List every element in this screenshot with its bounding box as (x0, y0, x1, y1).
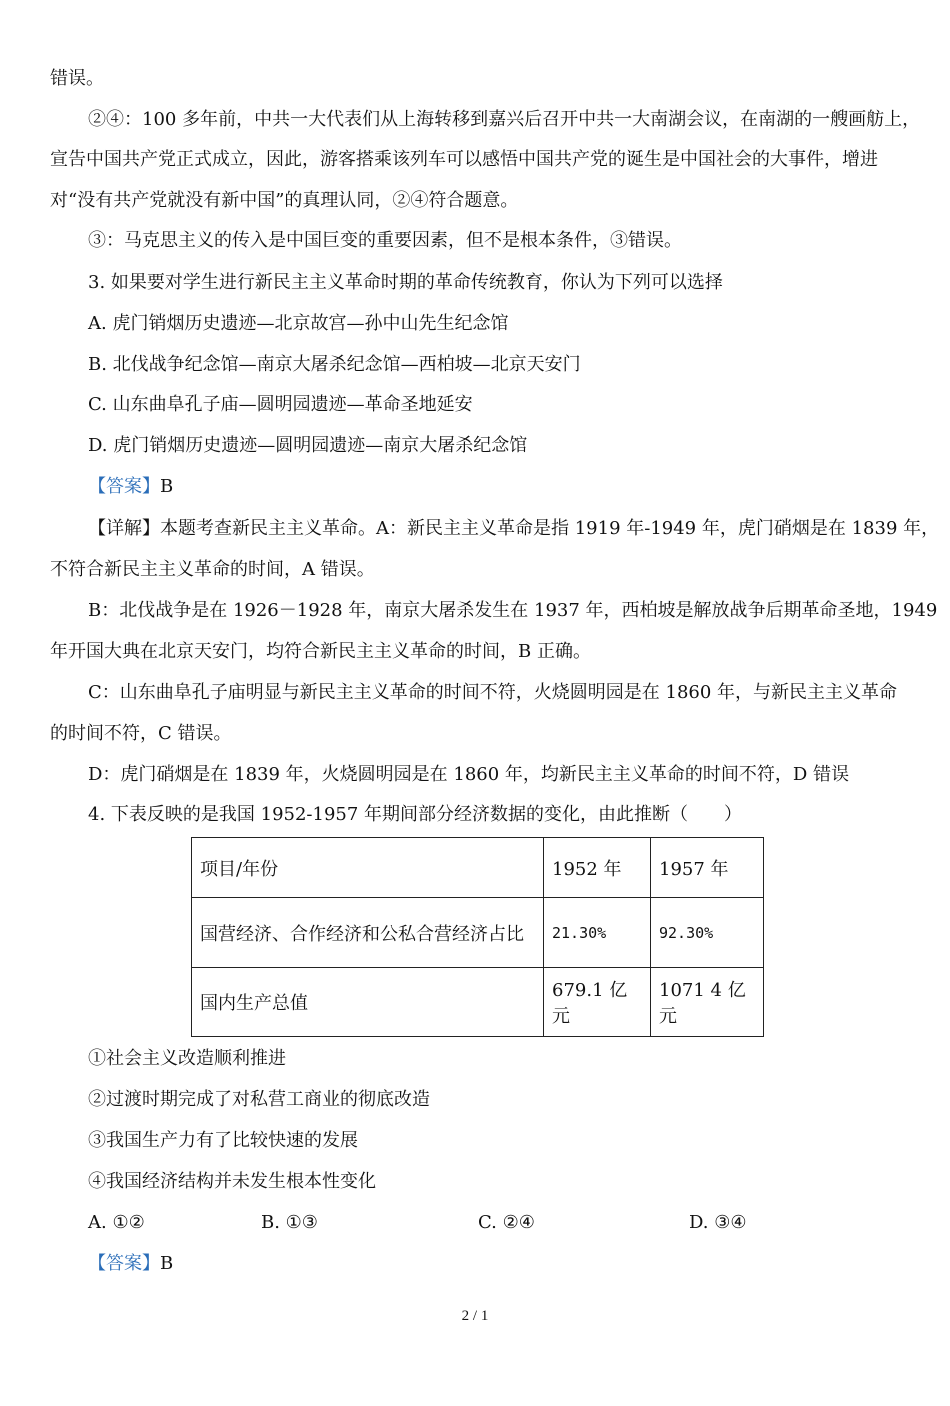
question-3-option-a: A. 虎门销烟历史遗迹—北京故宫—孙中山先生纪念馆 (88, 313, 509, 334)
table-row (192, 898, 764, 968)
text-line: 错误。 (50, 68, 104, 89)
choice-d: D. ③④ (689, 1212, 747, 1233)
page-number: 2 / 1 (461, 1308, 489, 1324)
answer-line (88, 1251, 173, 1277)
table-cell: 21.30% (544, 898, 651, 968)
answer-label: 【答案】 (88, 476, 160, 497)
text-line: ②④：100 多年前，中共一大代表们从上海转移到嘉兴后召开中共一大南湖会议，在南湖的一艘画舫上， (88, 109, 921, 130)
statement-1: ①社会主义改造顺利推进 (88, 1048, 286, 1069)
answer-value: B (160, 1253, 174, 1274)
question-3-option-b: B. 北伐战争纪念馆—南京大屠杀纪念馆—西柏坡—北京天安门 (88, 354, 581, 375)
question-4-stem: 4. 下表反映的是我国 1952-1957 年期间部分经济数据的变化，由此推断（ ） (88, 804, 743, 825)
statement-3: ③我国生产力有了比较快速的发展 (88, 1130, 358, 1151)
text-line: 年开国大典在北京天安门，均符合新民主主义革命的时间，B 正确。 (50, 641, 591, 662)
table-cell: 92.30% (651, 898, 764, 968)
table-row (192, 968, 764, 1037)
table-cell: 679.1 亿元 (544, 968, 651, 1037)
text-line: 对“没有共产党就没有新中国”的真理认同，②④符合题意。 (50, 190, 519, 211)
choice-a: A. ①② (88, 1212, 145, 1233)
text-line: B：北伐战争是在 1926－1928 年，南京大屠杀发生在 1937 年，西柏坡是解放战争后期革命圣地，1949 (88, 600, 938, 621)
choice-c: C. ②④ (478, 1212, 535, 1233)
table-header-row (192, 838, 764, 898)
question-3-option-d: D. 虎门销烟历史遗迹—圆明园遗迹—南京大屠杀纪念馆 (88, 435, 528, 456)
answer-label: 【答案】 (88, 1253, 160, 1274)
text-line: D：虎门硝烟是在 1839 年，火烧圆明园是在 1860 年，均新民主主义革命的时间不符，D 错误 (88, 764, 850, 785)
statement-2: ②过渡时期完成了对私营工商业的彻底改造 (88, 1089, 430, 1110)
table-header-cell: 1957 年 (651, 838, 764, 898)
choice-b: B. ①③ (261, 1212, 318, 1233)
text-line: C：山东曲阜孔子庙明显与新民主主义革命的时间不符，火烧圆明园是在 1860 年，与新民主主义革命 (88, 682, 898, 703)
table-cell: 国营经济、合作经济和公私合营经济占比 (192, 898, 544, 968)
question-3-option-c: C. 山东曲阜孔子庙—圆明园遗迹—革命圣地延安 (88, 394, 473, 415)
table-cell: 1071 4 亿元 (651, 968, 764, 1037)
table-header-cell: 项目/年份 (192, 838, 544, 898)
text-line: 【详解】本题考查新民主主义革命。A：新民主主义革命是指 1919 年-1949 年，虎门硝烟是在 1839 年， (88, 518, 940, 539)
table-cell: 国内生产总值 (192, 968, 544, 1037)
answer-line (88, 474, 173, 500)
question-3-stem: 3. 如果要对学生进行新民主主义革命时期的革命传统教育，你认为下列可以选择 (88, 272, 723, 293)
text-line: 宣告中国共产党正式成立，因此，游客搭乘该列车可以感悟中国共产党的诞生是中国社会的大事件，增进 (50, 149, 878, 170)
economic-data-table (191, 837, 764, 1037)
table-header-cell: 1952 年 (544, 838, 651, 898)
statement-4: ④我国经济结构并未发生根本性变化 (88, 1171, 376, 1192)
text-line: 的时间不符，C 错误。 (50, 723, 232, 744)
text-line: ③：马克思主义的传入是中国巨变的重要因素，但不是根本条件，③错误。 (88, 230, 682, 251)
answer-value: B (160, 476, 174, 497)
text-line: 不符合新民主主义革命的时间，A 错误。 (50, 559, 375, 580)
